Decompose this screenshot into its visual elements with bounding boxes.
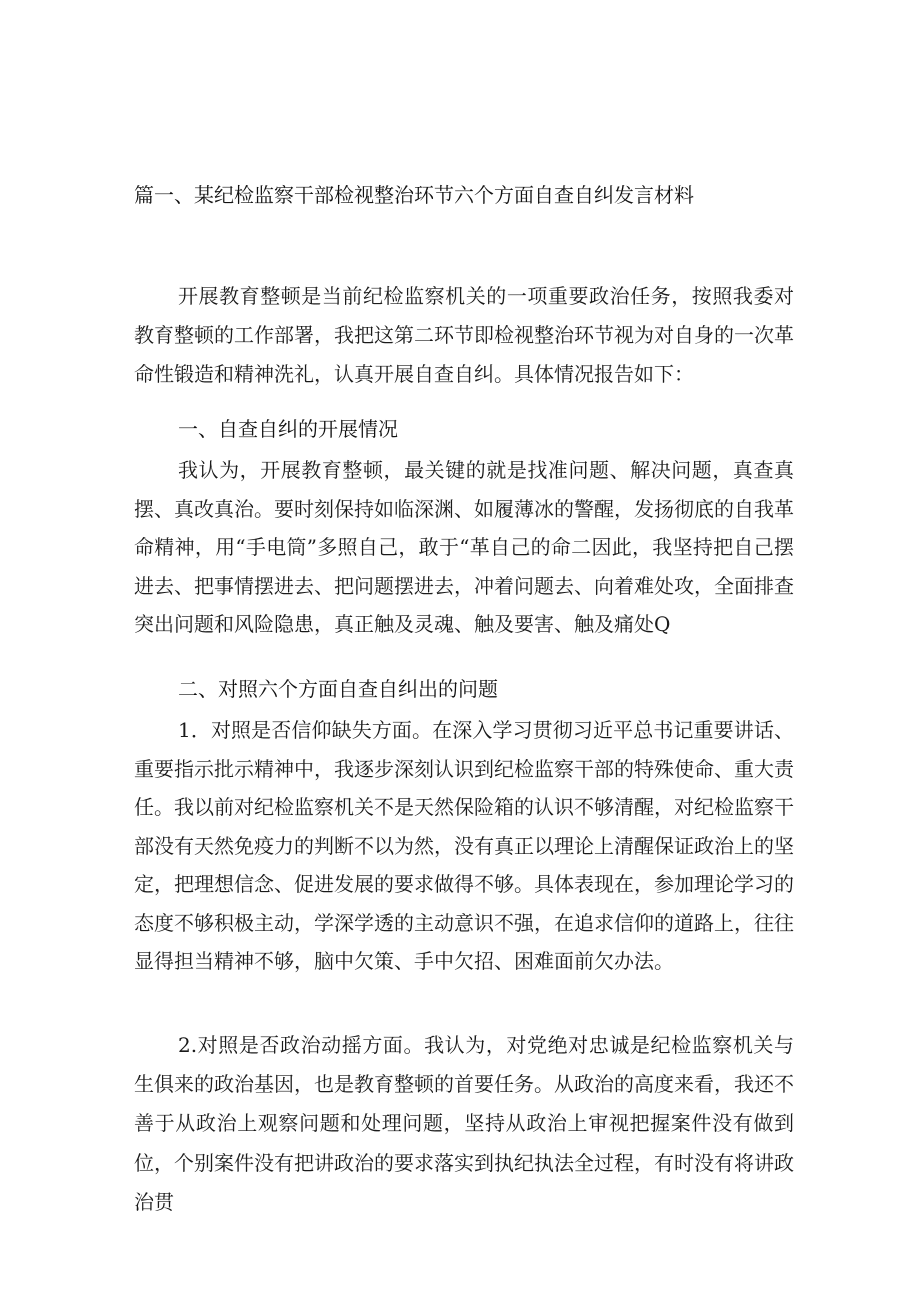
- section-2-heading: 二、对照六个方面自查自纠出的问题: [178, 677, 498, 701]
- item-2-paragraph: 2.对照是否政治动摇方面。我认为，对党绝对忠诚是纪检监察机关与生俱来的政治基因，也是教育整顿的首要任务。从政治的高度来看，我还不善于从政治上观察问题和处理问题，坚持从政治上审视把握案件没有做到位，个别案件没有把讲政治的要求落实到执纪执法全过程，有时没有将讲政治贯: [134, 1033, 794, 1214]
- document-title: 篇一、某纪检监察干部检视整治环节六个方面自查自纠发言材料: [134, 183, 694, 207]
- intro-paragraph: 开展教育整顿是当前纪检监察机关的一项重要政治任务，按照我委对教育整顿的工作部署，我把这第二环节即检视整治环节视为对自身的一次革命性锻造和精神洗礼，认真开展自查自纠。具体情况报告如下：: [134, 284, 794, 387]
- item-1-paragraph: 1．对照是否信仰缺失方面。在深入学习贯彻习近平总书记重要讲话、重要指示批示精神中，我逐步深刻认识到纪检监察干部的特殊使命、重大责任。我以前对纪检监察机关不是天然保险箱的认识不够清醒，对纪检监察干部没有天然免疫力的判断不以为然，没有真正以理论上清醒保证政治上的坚定，把理想信念、促进发展的要求做得不够。具体表现在，参加理论学习的态度不够积极主动，学深学透的主动意识不强，在追求信仰的道路上，往往显得担当精神不够，脑中欠策、手中欠招、困难面前欠办法。: [134, 718, 794, 973]
- section-1-heading: 一、自查自纠的开展情况: [178, 417, 398, 441]
- section-1-paragraph: 我认为，开展教育整顿，最关键的就是找准问题、解决问题，真查真摆、真改真治。要时刻保持如临深渊、如履薄冰的警醒，发扬彻底的自我革命精神，用“手电筒”多照自己，敢于“革自己的命二因此，我坚持把自己摆进去、把事情摆进去、把问题摆进去，冲着问题去、向着难处攻，全面排查突出问题和风险隐患，真正触及灵魂、触及要害、触及痛处Q: [134, 458, 794, 636]
